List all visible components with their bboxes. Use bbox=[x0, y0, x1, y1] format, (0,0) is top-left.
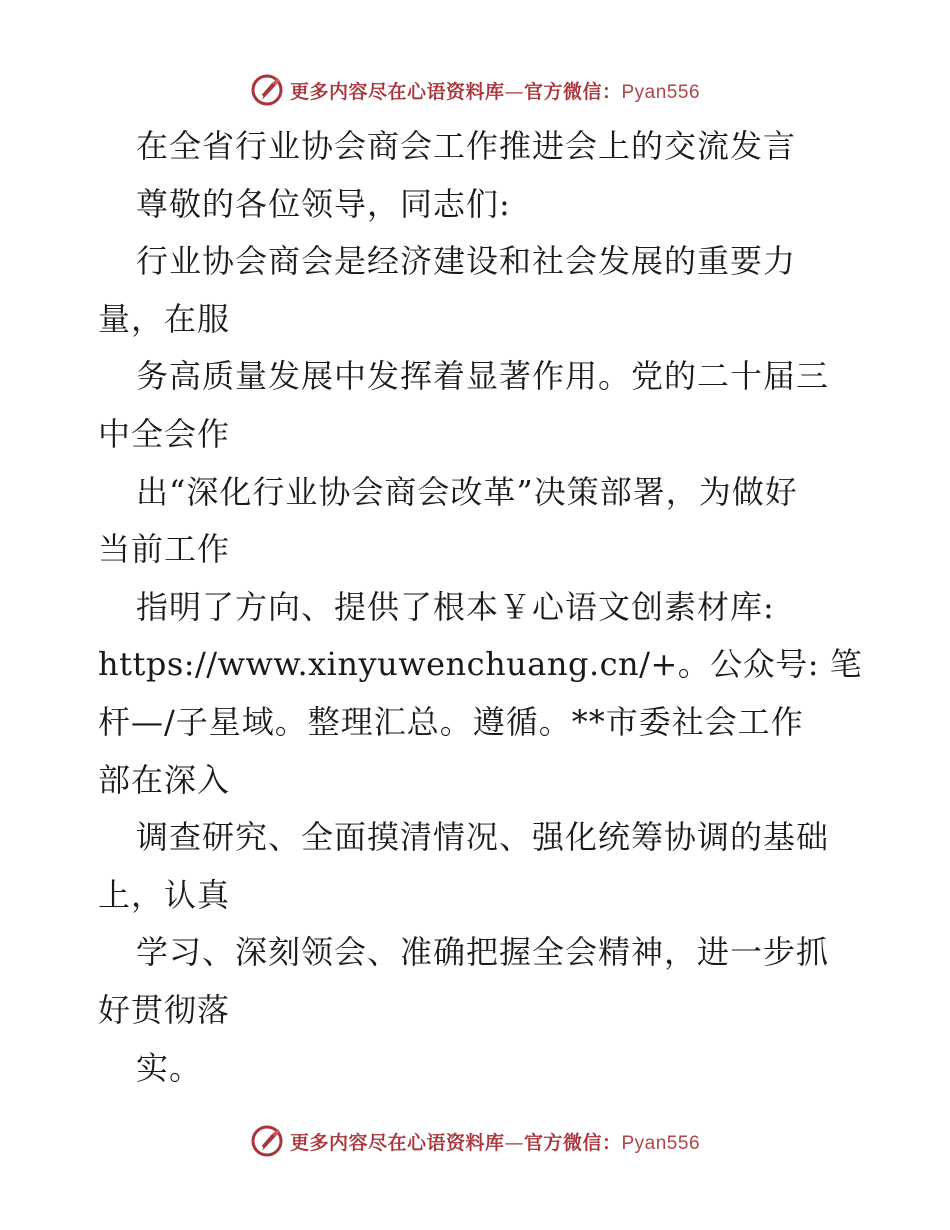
paragraph-line: 调查研究、全面摸清情况、强化统筹协调的基础 bbox=[136, 818, 830, 857]
banner-wechat-label: 官方微信： bbox=[523, 1131, 622, 1154]
paragraph-line: 指明了方向、提供了根本￥心语文创素材库: bbox=[136, 587, 775, 626]
paragraph-line: 实。 bbox=[136, 1048, 203, 1087]
paragraph-line: 当前工作 bbox=[98, 530, 231, 569]
paragraph-line: 务高质量发展中发挥着显著作用。党的二十届三 bbox=[136, 357, 830, 396]
paragraph-line: 部在深入 bbox=[98, 760, 231, 799]
banner-separator: — bbox=[504, 80, 524, 103]
salutation: 尊敬的各位领导，同志们: bbox=[136, 184, 511, 223]
banner-separator: — bbox=[504, 1131, 524, 1154]
header-banner bbox=[0, 70, 950, 110]
banner-wechat-id: Pyan556 bbox=[621, 1132, 701, 1154]
paragraph-line: 杆—/子星域。整理汇总。遵循。**市委社会工作 bbox=[98, 702, 804, 741]
paragraph-line: 上，认真 bbox=[98, 875, 231, 914]
document-title: 在全省行业协会商会工作推进会上的交流发言 bbox=[136, 127, 797, 165]
document-body bbox=[98, 118, 863, 1097]
banner-main-text: 更多内容尽在心语资料库 bbox=[289, 1131, 505, 1154]
banner-wechat-label: 官方微信： bbox=[523, 80, 622, 103]
quill-pen-logo-icon bbox=[250, 1124, 284, 1158]
banner-main-text: 更多内容尽在心语资料库 bbox=[289, 80, 505, 103]
banner-text bbox=[290, 1128, 700, 1155]
paragraph-line: 中全会作 bbox=[98, 414, 231, 453]
paragraph-line: 出“深化行业协会商会改革”决策部署，为做好 bbox=[136, 472, 798, 511]
quill-pen-logo-icon bbox=[250, 73, 284, 107]
paragraph-line-url: https://www.xinyuwenchuang.cn/+。公众号: 笔 bbox=[98, 645, 863, 684]
paragraph-line: 好贯彻落 bbox=[98, 990, 231, 1029]
footer-banner bbox=[0, 1121, 950, 1161]
paragraph-line: 量，在服 bbox=[98, 299, 231, 338]
banner-text bbox=[290, 77, 700, 104]
paragraph-line: 行业协会商会是经济建设和社会发展的重要力 bbox=[136, 242, 797, 281]
banner-wechat-id: Pyan556 bbox=[621, 81, 701, 103]
paragraph-line: 学习、深刻领会、准确把握全会精神，进一步抓 bbox=[136, 933, 830, 972]
